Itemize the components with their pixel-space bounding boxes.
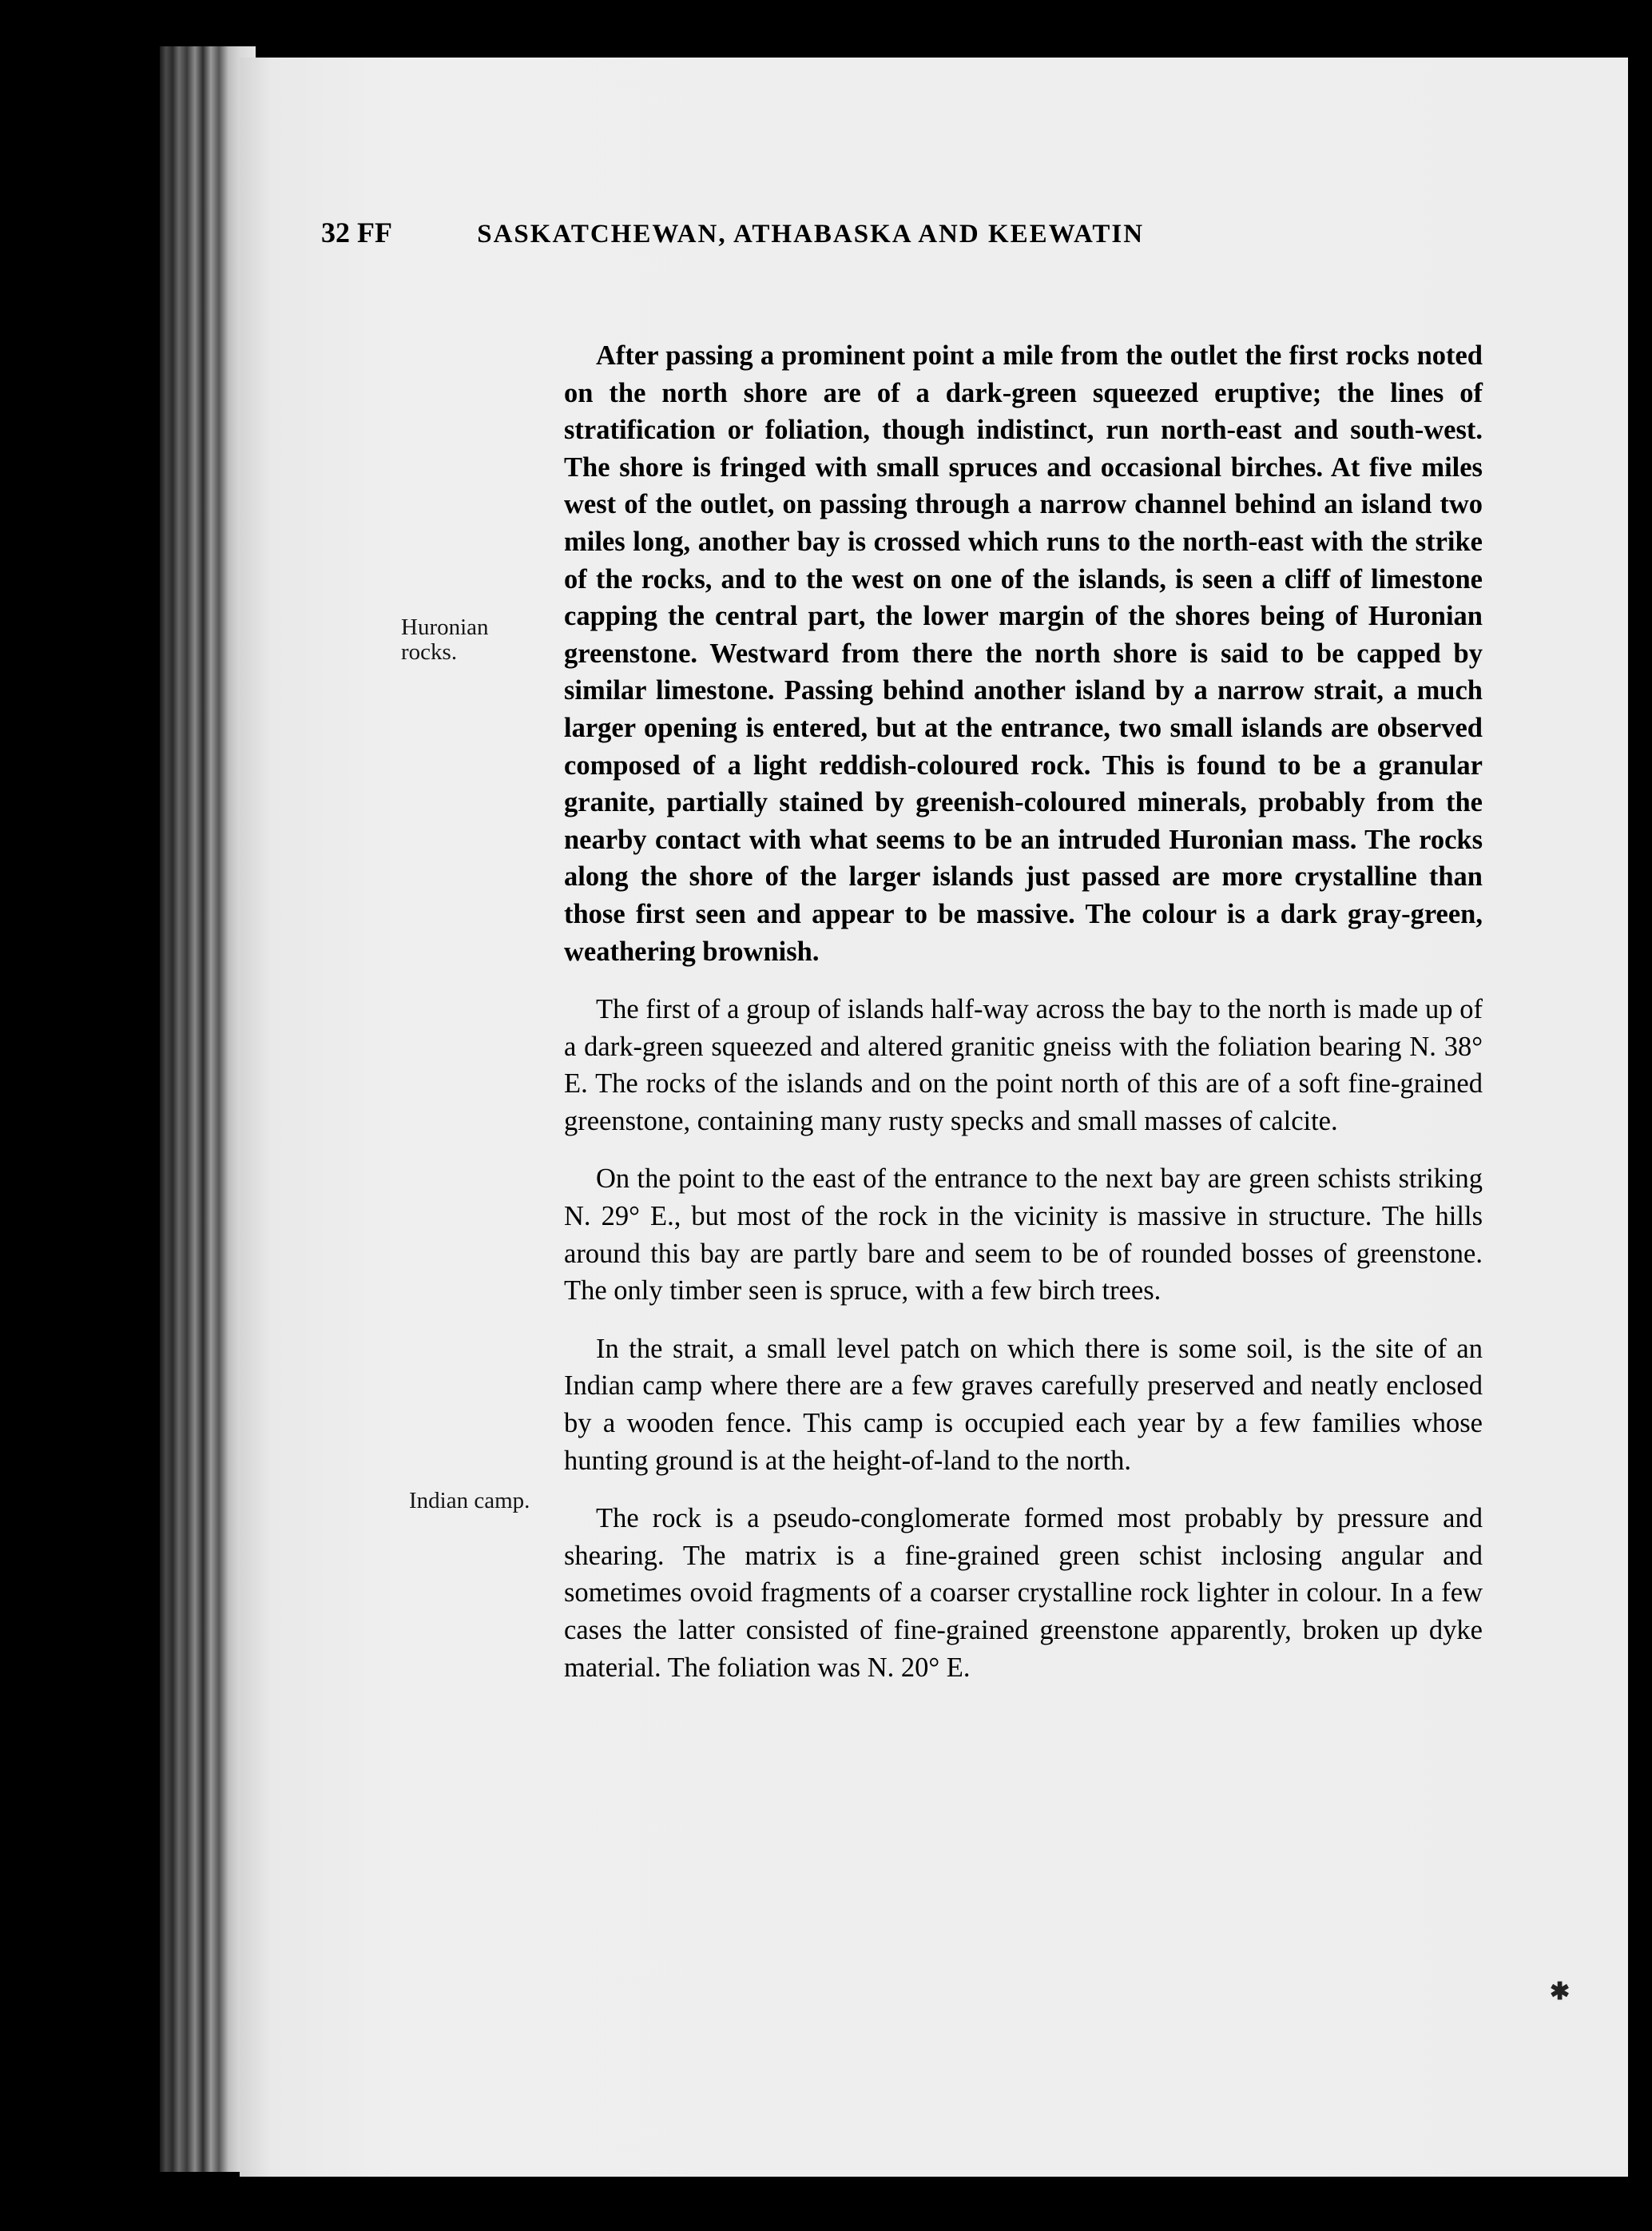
paragraph: The first of a group of islands half-way across the bay to the north is made up of a dark-green squeezed and altered granitic gneiss with the foliation bearing N. 38° E. The rocks of the islands and on the point north of this are of a soft fine-grained greenstone, containing many rusty specks and small masses of calcite.	[564, 994, 1483, 1136]
paragraph: In the strait, a small level patch on which there is some soil, is the site of an Indian camp where there are a few graves carefully preserved and neatly enclosed by a wooden fence. This camp is occupied each year by a few families whose hunting ground is at the height-of-land to the north.	[564, 1333, 1483, 1476]
scan-speck-mark: ✱	[1550, 1978, 1571, 2005]
running-head	[321, 216, 1487, 249]
paragraph: On the point to the east of the entrance to the next bay are green schists striking N. 29° E., but most of the rock in the vicinity is massive in structure. The hills around this bay are partly bare and seem to be of rounded bosses of greenstone. The only timber seen is spruce, with a few birch trees.	[564, 1163, 1483, 1306]
paragraph: The rock is a pseudo-conglomerate formed most probably by pressure and shearing. The matrix is a fine-grained green schist inclosing angular and sometimes ovoid fragments of a coarser crystalline rock lighter in colour. In a few cases the latter consisted of fine-grained greenstone apparently, broken up dyke material. The foliation was N. 20° E.	[564, 1503, 1483, 1683]
page-number: 32 FF	[321, 217, 392, 249]
paragraph: After passing a prominent point a mile from the outlet the first rocks noted on the north shore are of a dark-green squeezed eruptive; the lines of stratification or foliation, though indistinct, run north-east and south-west. The shore is fringed with small spruces and occasional birches. At five miles west of the outlet, on passing through a narrow channel behind an island two miles long, another bay is crossed which runs to the north-east with the strike of the rocks, and to the west on one of the islands, is seen a cliff of limestone capping the central part, the lower margin of the shores being of Huronian greenstone. Westward from there the north shore is said to be capped by similar limestone. Passing behind another island by a narrow strait, a much larger opening is entered, but at the entrance, two small islands are observed composed of a light reddish-coloured rock. This is found to be a granular granite, partially stained by greenish-coloured minerals, probably from the nearby contact with what seems to be an intruded Huronian mass. The rocks along the shore of the larger islands just passed are more crystalline than those first seen and appear to be massive. The colour is a dark gray-green, weathering brownish.	[564, 340, 1483, 967]
running-head-title: SASKATCHEWAN, ATHABASKA AND KEEWATIN	[477, 220, 1145, 249]
body-text	[564, 337, 1483, 1686]
margin-note-indian-camp: Indian camp.	[409, 1488, 530, 1513]
margin-note-huronian-rocks: Huronian rocks.	[401, 614, 489, 665]
